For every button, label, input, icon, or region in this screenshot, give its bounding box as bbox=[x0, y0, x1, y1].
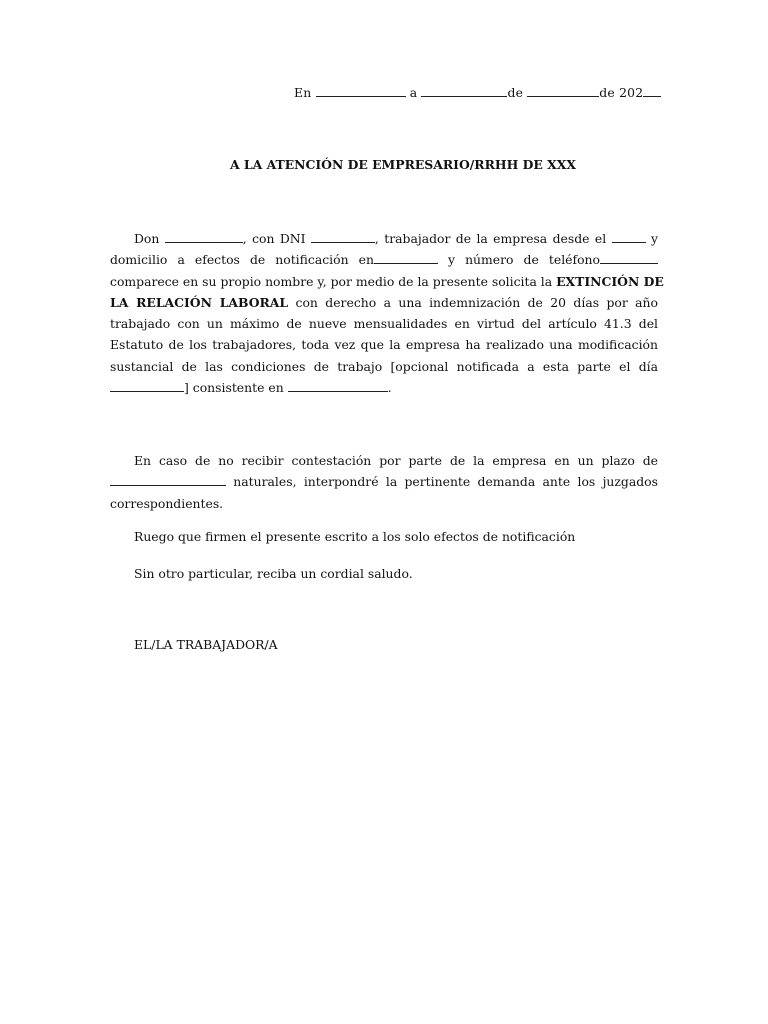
text-domicile: domicilio a efectos de notificación en bbox=[110, 252, 374, 268]
address-blank bbox=[374, 252, 438, 264]
day-blank bbox=[421, 85, 507, 97]
place-blank bbox=[316, 85, 406, 97]
notification-date-blank bbox=[110, 380, 184, 392]
modification-blank bbox=[288, 380, 388, 392]
text-don: Don bbox=[134, 231, 160, 246]
closing-line: Sin otro particular, reciba un cordial saludo. bbox=[134, 566, 413, 581]
paragraph-line bbox=[110, 249, 658, 270]
year-blank bbox=[643, 85, 661, 97]
text-period: . bbox=[387, 380, 392, 396]
second-paragraph bbox=[110, 450, 658, 514]
month-blank bbox=[527, 85, 599, 97]
dni-blank bbox=[311, 231, 375, 243]
request-line: Ruego que firmen el presente escrito a los solo efectos de notificación bbox=[134, 529, 576, 544]
text-phone: y número de teléfono bbox=[448, 252, 600, 268]
text-request: comparece en su propio nombre y, por medio de la presente solicita la bbox=[110, 273, 553, 289]
paragraph-line bbox=[110, 292, 658, 313]
text-consistente: ] consistente en bbox=[184, 380, 284, 396]
text-employee-since: , trabajador de la empresa desde el bbox=[374, 231, 607, 246]
paragraph-line: correspondientes. bbox=[110, 495, 224, 511]
paragraph-line: trabajado con un máximo de nueve mensualidades en virtud del artículo 41.3 del bbox=[110, 316, 658, 332]
date-prefix: En bbox=[294, 85, 312, 100]
paragraph-line bbox=[110, 228, 658, 249]
main-paragraph bbox=[110, 228, 664, 398]
document-heading: A LA ATENCIÓN DE EMPRESARIO/RRHH DE XXX bbox=[230, 157, 576, 172]
start-date-blank bbox=[612, 231, 646, 243]
date-line bbox=[294, 85, 661, 100]
name-blank bbox=[165, 231, 243, 243]
deadline-blank bbox=[110, 474, 226, 486]
paragraph-line bbox=[110, 377, 658, 398]
date-de: de bbox=[507, 85, 524, 100]
text-y: y bbox=[650, 231, 658, 246]
signature-label: EL/LA TRABAJADOR/A bbox=[134, 637, 278, 652]
paragraph-line: En caso de no recibir contestación por parte de la empresa en un plazo de bbox=[134, 453, 658, 468]
text-dni: , con DNI bbox=[242, 231, 306, 246]
bold-extincion: EXTINCIÓN DE bbox=[556, 273, 664, 289]
text-indemnization: con derecho a una indemnización de 20 días por año bbox=[295, 294, 658, 310]
date-a: a bbox=[409, 85, 418, 100]
bold-relacion-laboral: LA RELACIÓN LABORAL bbox=[110, 294, 289, 310]
paragraph-line bbox=[110, 271, 664, 292]
paragraph-line bbox=[110, 471, 658, 492]
paragraph-line: sustancial de las condiciones de trabajo [opcional notificada a esta parte el día bbox=[110, 358, 658, 374]
date-year: de 202 bbox=[599, 85, 644, 100]
text-naturales: naturales, interpondré la pertinente demanda ante los juzgados bbox=[233, 474, 658, 490]
phone-blank bbox=[600, 252, 658, 264]
paragraph-line: Estatuto de los trabajadores, toda vez que la empresa ha realizado una modificación bbox=[110, 337, 658, 353]
